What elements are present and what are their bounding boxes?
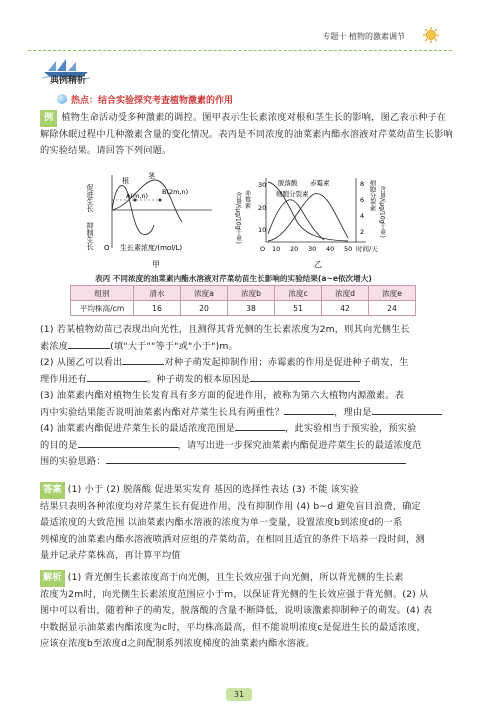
table-row-label: 平均株高/cm xyxy=(71,301,134,316)
answer-line1: 答案 (1) 小于 (2) 脱落酸 促进果实发育 基因的选择性表达 (3) 不能 该实验 xyxy=(40,482,454,499)
hot-topic-title: 热点：结合实验探究考查植物激素的作用 xyxy=(71,96,234,106)
yi-left-tick-20: 20 xyxy=(258,204,267,212)
analysis-line5: 应该在浓度b至浓度d之间配制系列浓度梯度的油菜素内酯水溶液。 xyxy=(40,638,315,649)
table-cell: 24 xyxy=(369,301,416,316)
table-header-cell: 浓度d xyxy=(322,286,369,301)
table-cell: 42 xyxy=(322,301,369,316)
jia-point-b-label: B(2m,n) xyxy=(162,188,189,196)
table-header-cell: 浓度b xyxy=(228,286,275,301)
yi-ga-label: 赤霉素 xyxy=(310,179,330,187)
yi-left-tick-30: 30 xyxy=(258,181,267,189)
table-header-cell: 组别 xyxy=(71,286,134,301)
analysis-line1: 解析 (1) 背光侧生长素浓度高于向光侧，且生长效应强于向光侧，所以背光侧的生长素 xyxy=(40,570,454,587)
table-cell: 20 xyxy=(181,301,228,316)
q4-line1: (4) 油菜素内酯促进芹菜生长的最适浓度范围是 ，此实验相当于预实验，预实验 xyxy=(40,423,417,434)
table-header-row xyxy=(71,286,416,301)
yi-right-tick-2: 2 xyxy=(360,228,365,236)
table-header-cell: 浓度e xyxy=(369,286,416,301)
yi-caption: 乙 xyxy=(314,260,322,269)
figure-yi xyxy=(234,172,398,272)
yi-right-tick-8: 8 xyxy=(360,180,365,188)
yi-x-label: 时间/天 xyxy=(356,245,378,253)
yi-right-tick-6: 6 xyxy=(360,196,365,204)
q3-line1: (3) 油菜素内酯对植物生长发育具有多方面的促进作用，被称为第六大植物内源激素。表 xyxy=(40,390,405,401)
figure-jia xyxy=(86,170,220,270)
yi-x-tick-20: 20 xyxy=(290,245,299,253)
analysis-label: 解析 xyxy=(40,570,65,587)
answer-label: 答案 xyxy=(40,482,65,499)
jia-point-a-label: A(m,n) xyxy=(126,192,149,200)
yi-ck-label: 细胞分裂素 xyxy=(276,190,309,198)
jia-origin: O xyxy=(104,244,110,252)
yi-x-tick-30: 30 xyxy=(308,245,317,253)
page-number: 31 xyxy=(226,688,252,701)
table-header-cell: 浓度c xyxy=(275,286,322,301)
analysis-line2: 浓度为2m时，向光侧生长素浓度范围应小于m，以保证背光侧的生长效应强于背光侧。(2) 从 xyxy=(40,588,429,600)
yi-right-tick-4: 4 xyxy=(360,212,365,220)
jia-y-bottom: 抑制生长 xyxy=(86,222,94,250)
analysis-block xyxy=(40,570,454,653)
answer-line4: 列梯度的油菜素内酯水溶液喷洒对应组的芹菜幼苗，在相同且适宜的条件下培养一段时间，测 xyxy=(40,533,425,545)
table-header-cell: 浓度a xyxy=(181,286,228,301)
q2-line1: (2) 从图乙可以看出 对种子萌发起抑制作用；赤霉素的作用是促进种子萌发，生 xyxy=(40,357,409,368)
table-cell: 51 xyxy=(275,301,322,316)
yi-left-tick-10: 10 xyxy=(258,226,267,234)
yi-origin: O xyxy=(260,245,266,253)
analysis-line4: 中数据显示油菜素内酯浓度为c时，平均株高最高，但不能说明浓度c是促进生长的最适浓度， xyxy=(40,621,427,633)
section-title: 典例精析 xyxy=(50,76,87,86)
yi-x-tick-50: 50 xyxy=(344,245,353,253)
q1-line1: (1) 若某植物幼苗已表现出向光性，且测得其背光侧的生长素浓度为2m，则其向光侧生长 xyxy=(40,324,410,335)
yi-left-sub: 赤霉素 xyxy=(243,190,251,209)
table-caption: 表丙 不同浓度的油菜素内酯水溶液对芹菜幼苗生长影响的实验结果(a~e依次增大) xyxy=(95,274,372,283)
yi-x-tick-10: 10 xyxy=(272,245,281,253)
jia-caption: 甲 xyxy=(152,260,160,269)
header-rule xyxy=(28,50,452,51)
table-cell: 16 xyxy=(134,301,181,316)
q1-line2: 素浓度 (填"大于""等于"或"小于")m。 xyxy=(40,340,238,352)
jia-stem-curve xyxy=(112,180,182,222)
yi-right-label: 含量/(μg/10g干重) xyxy=(378,186,386,238)
q4-line2: 的目的是 ，请写出进一步探究油菜素内酯促进芹菜生长的最适浓度范 xyxy=(40,439,422,451)
analysis-line3: 图中可以看出，随着种子的萌发，脱落酸的含量不断降低，说明该激素抑制种子的萌发。(4) 表 xyxy=(40,605,433,616)
hot-icon xyxy=(57,94,67,104)
answer-line2: 结果只表明各种浓度均对芹菜生长有促进作用，没有抑制作用 (4) b~d 避免盲目浪费，确定 xyxy=(40,500,421,512)
example-intro xyxy=(40,110,454,160)
answer-line5: 量并记录芹菜株高，再计算平均值 xyxy=(40,550,181,561)
table-row xyxy=(71,301,416,316)
yi-left-label: 含量/(μg/10g干重) xyxy=(234,192,242,244)
question-block xyxy=(40,322,454,471)
table-header-cell: 清水 xyxy=(134,286,181,301)
yi-aba-label: 脱落酸 xyxy=(278,179,298,187)
example-label: 例 xyxy=(40,110,57,127)
chapter-header: 专题十 植物的激素调节 xyxy=(322,32,405,41)
table-cell: 38 xyxy=(228,301,275,316)
answer-line3: 最适浓度的大致范围 以油菜素内酯水溶液的浓度为单一变量，设置浓度b到浓度d的一系 xyxy=(40,517,403,528)
sun-icon xyxy=(422,26,440,44)
example-text: 植物生命活动受多种激素的调控。图甲表示生长素浓度对根和茎生长的影响，图乙表示种子在解除休眠过程中几种激素含量的变化情况。表丙是不同浓度的油菜素内酯水溶液对芹菜幼苗生长影响的实验结果。请回答下列问题。 xyxy=(40,112,454,156)
yi-right-sub: 细胞分裂素 xyxy=(368,180,376,211)
yi-ga-curve xyxy=(268,194,348,241)
jia-x-label: 生长素浓度/(mol/L) xyxy=(120,244,183,252)
answer-block xyxy=(40,482,454,565)
data-table xyxy=(70,285,416,316)
q2-line2: 理作用还有 。种子萌发的根本原因是 xyxy=(40,372,454,389)
jia-y-top: 促进生长 xyxy=(86,184,94,212)
yi-x-tick-40: 40 xyxy=(326,245,335,253)
jia-root-label: 根 xyxy=(122,177,129,185)
q4-line3: 围的实验思路： xyxy=(40,454,454,471)
q3-line2: 丙中实验结果能否说明油菜素内酯对芹菜生长具有两重性？ ，理由是 xyxy=(40,405,454,422)
jia-stem-label: 茎 xyxy=(148,172,155,180)
